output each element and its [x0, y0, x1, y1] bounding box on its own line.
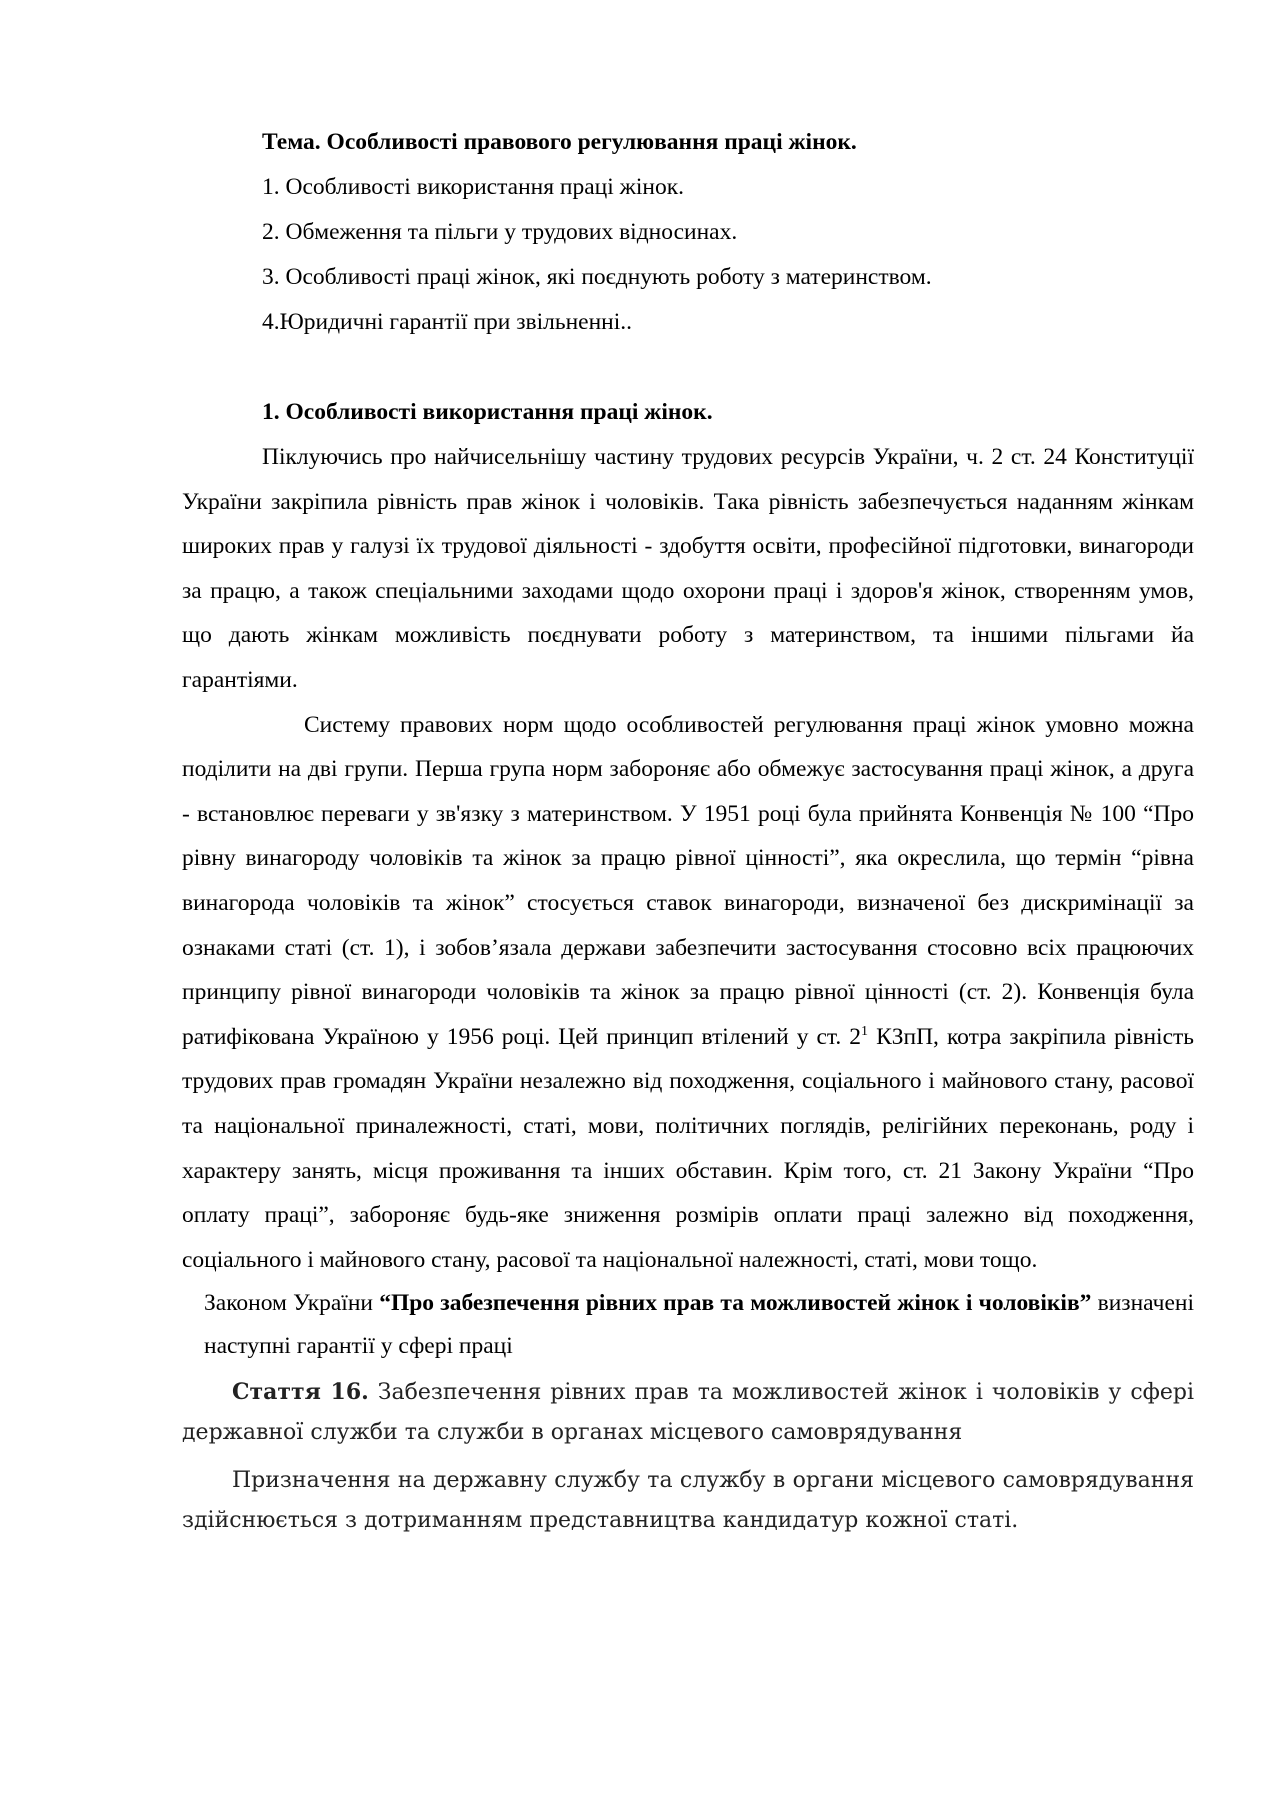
paragraph-legal-norms — [182, 703, 1194, 1283]
article-16-paragraph: Призначення на державну службу та службу в органи місцевого самоврядування здійснюється з дотриманням представництва кандидатур кожної статі. — [182, 1468, 1194, 1534]
spacer — [182, 345, 1194, 390]
paragraph-legal-norms-text-1: Систему правових норм щодо особливостей регулювання праці жінок умовно можна поділити на дві групи. Перша група норм забороняє або обмежує застосування праці жінок, а друга - встановлює переваги у зв'язку з материнством. У 1951 році була прийнята Конвенція № 100 “Про рівну винагороду чоловіків та жінок за працю рівної цінності”, яка окреслила, що термін “рівна винагорода чоловіків та жінок” стосується ставок винагороди, визначеної без дискримінації за ознаками статі (ст. 1), і зобов’язала держави забезпечити застосування стосовно всіх працюючих принципу рівної винагороди чоловіків та жінок за працю рівної цінності (ст. 2). Конвенція була ратифікована Україною у 1956 році. Цей принцип втілений у ст. 2 — [182, 711, 1194, 1050]
paragraph-legal-norms-text-2: КЗпП, котра закріпила рівність трудових прав громадян України незалежно від походження, соціального і майнового стану, расової та національної приналежності, статі, мови, політичних поглядів, релігійних переконань, роду і характеру занять, місця проживання та інших обставин. Крім того, ст. 21 Закону України “Про оплату праці”, забороняє будь-яке зниження розмірів оплати праці залежно від походження, соціального і майнового стану, расової та національної належності, статі, мови тощо. — [182, 1023, 1195, 1273]
law-tail-text: визначені наступні гарантії у сфері праці — [204, 1290, 1194, 1360]
topic-item-1: 1. Особливості використання праці жінок. — [262, 174, 685, 200]
paragraph-law-reference — [204, 1282, 1194, 1368]
section-heading: 1. Особливості використання праці жінок. — [262, 399, 713, 425]
topic-item-3: 3. Особливості праці жінок, які поєднують роботу з материнством. — [262, 264, 932, 290]
topic-title: Тема. Особливості правового регулювання праці жінок. — [262, 129, 857, 155]
law-title: “Про забезпечення рівних прав та можливостей жінок і чоловіків” — [379, 1290, 1092, 1317]
article-16 — [182, 1372, 1194, 1453]
superscript-marker: 1 — [861, 1023, 869, 1039]
topic-item-4: 4.Юридичні гарантії при звільненні.. — [262, 309, 633, 335]
paragraph-constitution: Піклуючись про найчисельнішу частину трудових ресурсів України, ч. 2 ст. 24 Конституції України закріпила рівність прав жінок і чоловіків. Така рівність забезпечується наданням жінкам широких прав у галузі їх трудової діяльності - здобуття освіти, професійної підготовки, винагороди за працю, а також спеціальними заходами щодо охорони праці і здоров'я жінок, створенням умов, що дають жінкам можливість поєднувати роботу з материнством, та іншими пільгами йа гарантіями. — [182, 444, 1194, 693]
article-title-text: Забезпечення рівних прав та можливостей жінок і чоловіків у сфері державної служби та служби в органах місцевого самоврядування — [182, 1380, 1194, 1446]
article-label: Стаття 16. — [232, 1379, 369, 1406]
law-lead-text: Законом України — [204, 1290, 380, 1317]
topic-item-2: 2. Обмеження та пільги у трудових відносинах. — [262, 219, 738, 245]
document-body — [182, 120, 1194, 1541]
